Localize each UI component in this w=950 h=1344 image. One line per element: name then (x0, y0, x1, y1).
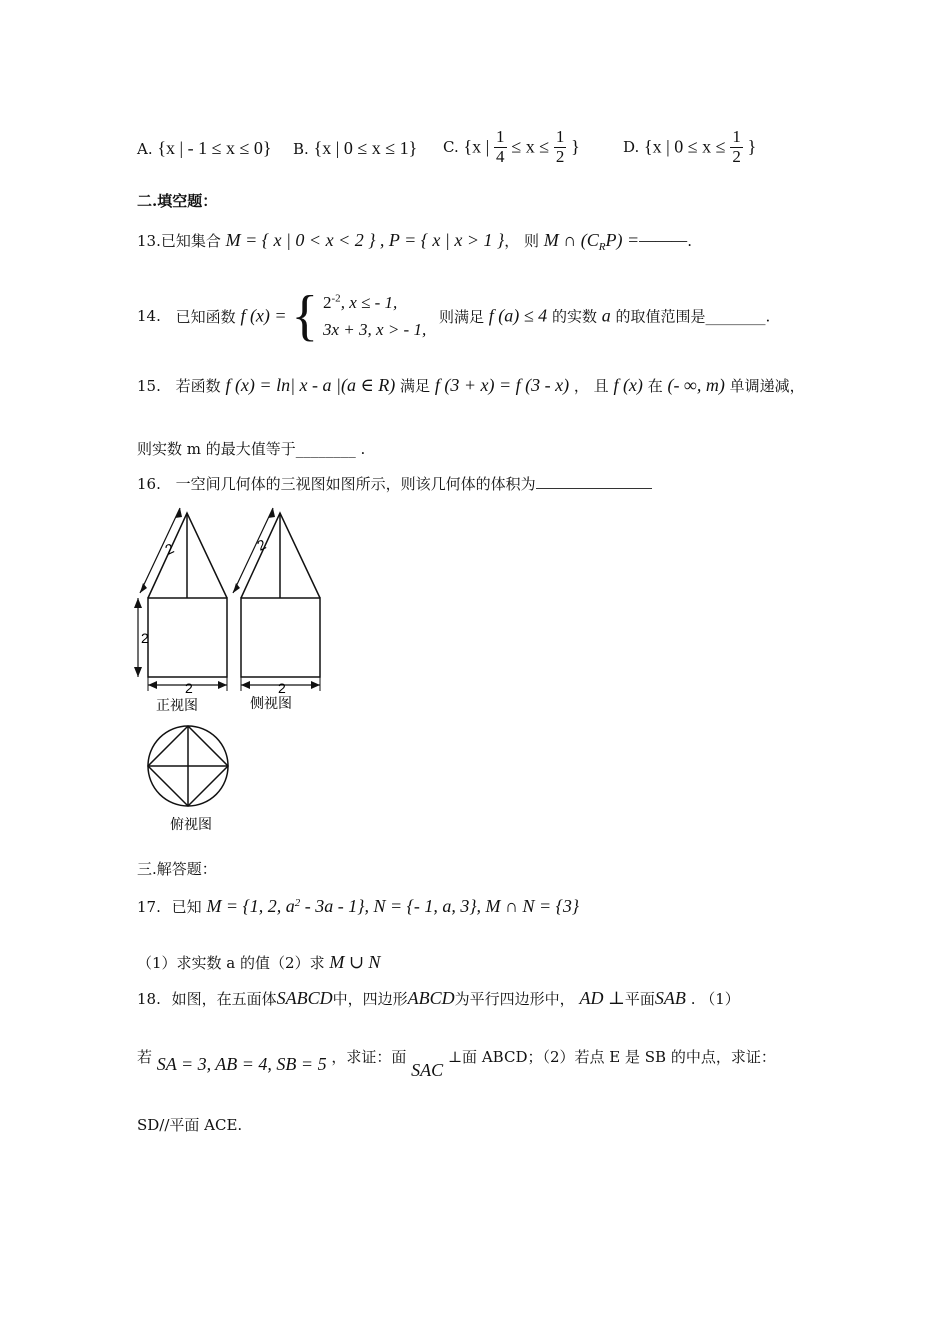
piecewise-brace: { (291, 285, 319, 347)
three-view-figure (130, 505, 340, 835)
question-17-subparts: （1）求实数 a 的值（2）求 M ∪ N (137, 952, 381, 972)
q12-options (137, 127, 837, 172)
front-view (134, 508, 227, 691)
question-17: 17. 已知 M = {1, 2, $a^2 - 3a - 1$}, N = {- 1, a, 3}, M ∩ N = {3} (137, 896, 580, 916)
question-15: 15. 若函数 f (x) = ln| x - a |(a ∈ R) 满足 f (3 + x) = f (3 - x) ， 且 f (x) 在 (- ∞, m) 单调递减， (137, 375, 805, 395)
answer-blank (536, 474, 652, 489)
side-slant-label: 2 (254, 535, 269, 554)
piecewise-cases: $2^{-2}$, x ≤ - 1, 3x + 3, x > - 1, (323, 292, 427, 339)
front-width-label: 2 (185, 680, 193, 696)
option-a: A. {x | - 1 ≤ x ≤ 0} (137, 138, 272, 158)
question-18-line3: SD//平面 ACE. (137, 1116, 243, 1134)
option-c: C. {x | $\frac{1}{4}$ ≤ x ≤ $\frac{1}{2}$ } (443, 127, 580, 166)
question-18-line2: 若 SA = 3, AB = 4, SB = 5 ，求证：面 SAC ⊥面 ABCD；（2）若点 E 是 SB 的中点，求证： (137, 1048, 776, 1080)
question-14: 14. 已知函数 f (x) = { $2^{-2}$, x ≤ - 1, 3x + 3, x > - 1, 则满足 f (a) ≤ 4 的实数 a 的取值范围是________. (137, 285, 771, 347)
question-18: 18. 如图，在五面体SABCD中，四边形ABCD为平行四边形中， AD ⊥平面SAB . （1） (137, 988, 740, 1008)
option-b: B. {x | 0 ≤ x ≤ 1} (293, 138, 418, 158)
question-16: 16. 一空间几何体的三视图如图所示，则该几何体的体积为 (137, 473, 652, 494)
front-height-label: 2 (141, 630, 149, 646)
side-view (233, 508, 320, 691)
side-width-label: 2 (278, 680, 286, 696)
option-d: D. {x | 0 ≤ x ≤ $\frac{1}{2}$ } (623, 127, 757, 166)
top-view (148, 726, 228, 806)
front-view-caption: 正视图 (156, 697, 198, 713)
top-view-caption: 俯视图 (170, 816, 212, 832)
section-3-heading: 三.解答题： (137, 860, 217, 878)
question-13: 13.已知集合 M = { x | 0 < x < 2 } , P = { x | x > 1 }， 则 M ∩ $(C_RP)$ =———. (137, 230, 692, 253)
side-view-caption: 侧视图 (250, 695, 292, 711)
front-slant-label: 2 (162, 539, 177, 558)
question-15-line2: 则实数 m 的最大值等于________ . (137, 440, 366, 458)
section-2-heading: 二.填空题： (137, 192, 218, 210)
